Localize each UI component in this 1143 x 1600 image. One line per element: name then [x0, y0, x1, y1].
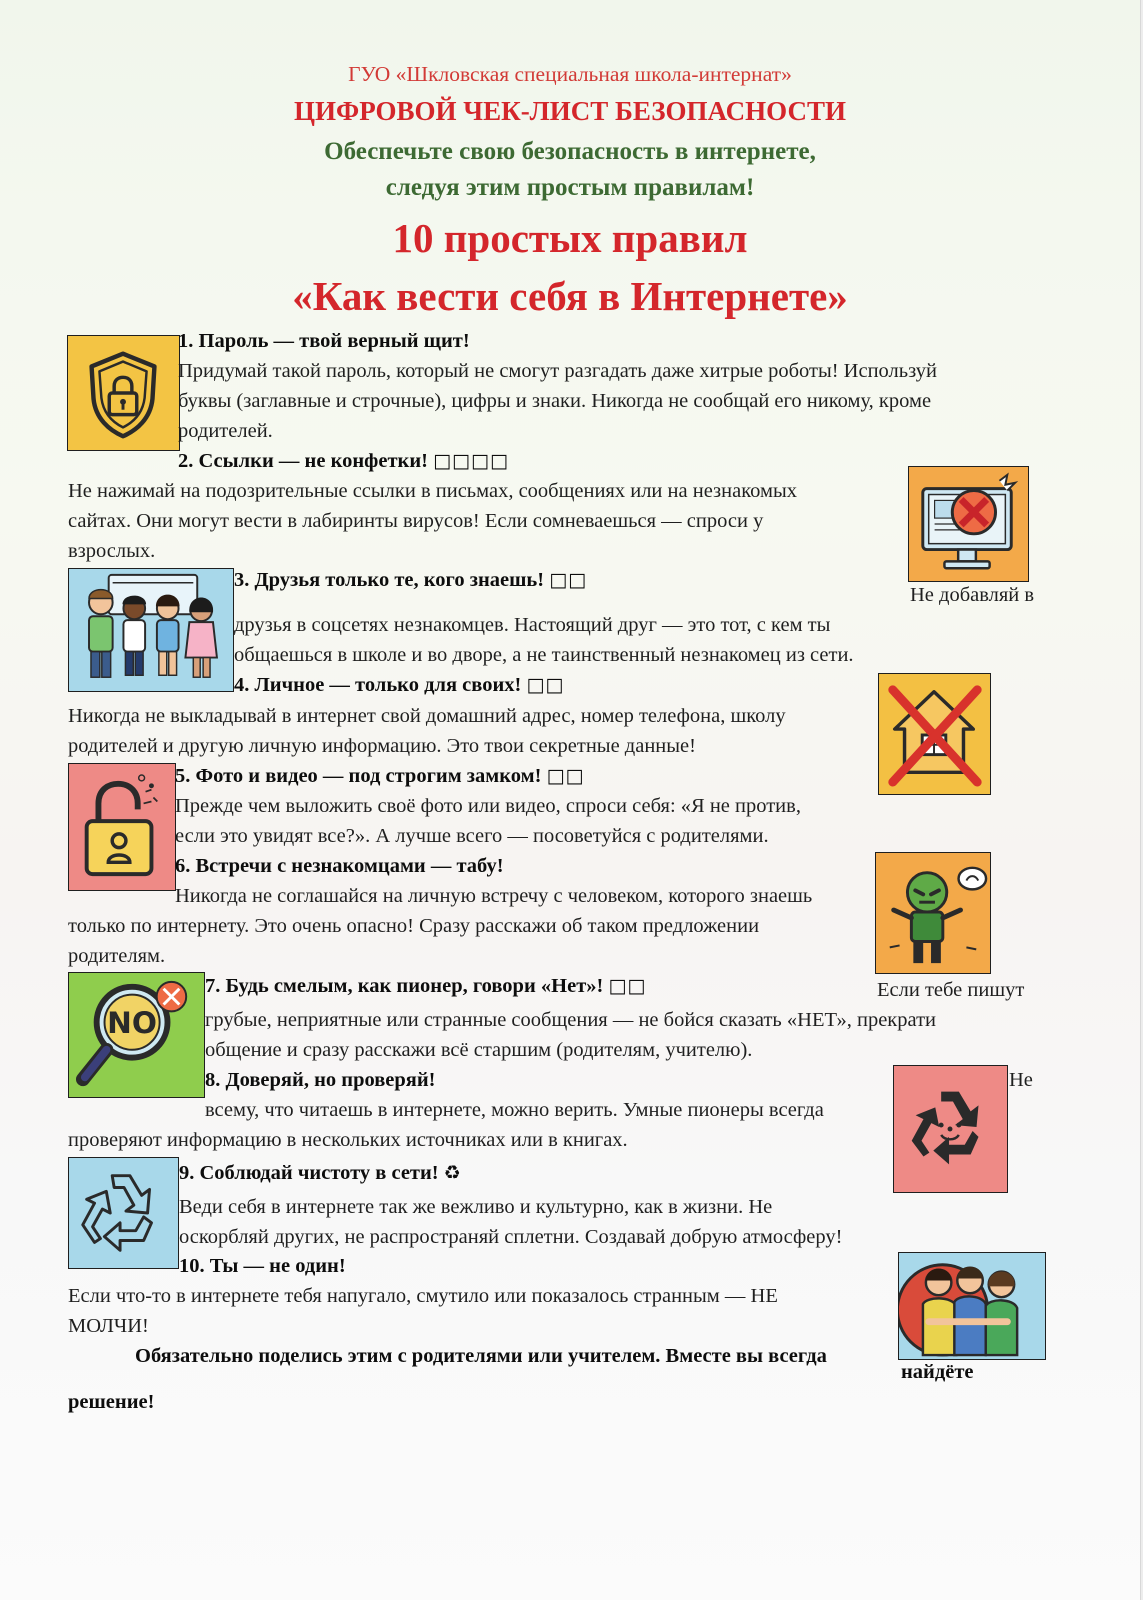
- rule-9-emoji: ♻: [443, 1162, 462, 1184]
- blocked-link-computer-icon: [908, 466, 1029, 582]
- rule-6-line-3: родителям.: [68, 945, 166, 967]
- rule-8-line-1: всему, что читаешь в интернете, можно верить. Умные пионеры всегда: [205, 1099, 824, 1121]
- rule-1-line-3: родителей.: [178, 420, 273, 442]
- no-magnifier-icon: [68, 972, 205, 1098]
- rule-7-title: 7. Будь смелым, как пионер, говори «Нет»! □□: [205, 975, 647, 997]
- stranger-icon: [875, 852, 991, 974]
- rule-7-line-2: общение и сразу расскажи всё старшим (родителям, учителю).: [205, 1039, 753, 1061]
- rule-7-side-text: Если тебе пишут: [877, 979, 1025, 1001]
- rule-10-title: 10. Ты — не один!: [179, 1255, 346, 1277]
- org-name: ГУО «Шкловская специальная школа-интернат»: [348, 62, 792, 86]
- rule-5-line-2: если это увидят все?». А лучше всего — посоветуйся с родителями.: [175, 825, 769, 847]
- rule-4-title: 4. Личное — только для своих! □□: [234, 674, 565, 696]
- hug-group-icon: [898, 1252, 1046, 1360]
- rule-2-title: 2. Ссылки — не конфетки! □□□□: [178, 450, 509, 472]
- crossed-house-icon: [878, 673, 991, 795]
- rule-2-line-2: сайтах. Они могут вести в лабиринты вирусов! Если сомневаешься — спроси у: [68, 510, 764, 532]
- rule-6-line-1: Никогда не соглашайся на личную встречу с человеком, которого знаешь: [175, 885, 813, 907]
- rule-3-side-text: Не добавляй в: [910, 584, 1035, 606]
- rule-9-line-1: Веди себя в интернете так же вежливо и культурно, как в жизни. Не: [179, 1196, 773, 1218]
- rule-8-line-2: проверяют информацию в нескольких источниках или в книгах.: [68, 1129, 628, 1151]
- rule-1-line-2: буквы (заглавные и строчные), цифры и знаки. Никогда не сообщай его никому, кроме: [178, 390, 932, 412]
- rule-3-line-2: общаешься в школе и во дворе, а не таинственный незнакомец из сети.: [234, 644, 854, 666]
- shield-lock-icon: [67, 335, 180, 451]
- headline-line-1: 10 простых правил: [392, 215, 748, 261]
- final-line-3: решение!: [68, 1391, 155, 1413]
- rule-2-emoji: □□□□: [433, 450, 509, 472]
- rule-5-emoji: □□: [546, 765, 585, 787]
- rule-7-line-1: грубые, неприятные или странные сообщения — не бойся сказать «НЕТ», прекрати: [205, 1009, 937, 1031]
- rule-3-emoji: □□: [549, 569, 588, 591]
- rule-9-title: 9. Соблюдай чистоту в сети! ♻: [179, 1162, 462, 1184]
- rule-6-title: 6. Встречи с незнакомцами — табу!: [175, 855, 504, 877]
- final-line-1: Обязательно поделись этим с родителями или учителем. Вместе вы всегда: [135, 1345, 827, 1367]
- recycle-icon: [68, 1157, 179, 1269]
- rule-3-title: 3. Друзья только те, кого знаешь! □□: [234, 569, 588, 591]
- friends-icon: [68, 568, 234, 692]
- headline-line-2: «Как вести себя в Интернете»: [292, 273, 848, 319]
- rule-2-line-3: взрослых.: [68, 540, 156, 562]
- page-title: ЦИФРОВОЙ ЧЕК-ЛИСТ БЕЗОПАСНОСТИ: [294, 96, 846, 126]
- subtitle-line-1: Обеспечьте свою безопасность в интернете,: [324, 138, 816, 165]
- rule-5-title: 5. Фото и видео — под строгим замком! □□: [175, 765, 585, 787]
- rule-1-title: 1. Пароль — твой верный щит!: [178, 330, 470, 352]
- rule-1-line-1: Придумай такой пароль, который не смогут разгадать даже хитрые роботы! Используй: [178, 360, 938, 382]
- rule-10-line-2: МОЛЧИ!: [68, 1315, 149, 1337]
- rule-4-emoji: □□: [526, 674, 565, 696]
- padlock-icon: [68, 763, 176, 891]
- final-line-2: найдёте: [901, 1361, 974, 1383]
- rule-9-line-2: оскорбляй других, не распространяй сплетни. Создавай добрую атмосферу!: [179, 1226, 843, 1248]
- svg-text:NO: NO: [107, 1006, 157, 1041]
- rule-7-emoji: □□: [608, 975, 647, 997]
- recycle-smile-icon: [893, 1065, 1008, 1193]
- rule-8-side-text: Не: [1009, 1069, 1033, 1091]
- rule-6-line-2: только по интернету. Это очень опасно! Сразу расскажи об таком предложении: [68, 915, 760, 937]
- subtitle-line-2: следуя этим простым правилам!: [385, 174, 755, 201]
- rule-10-line-1: Если что-то в интернете тебя напугало, смутило или показалось странным — НЕ: [68, 1285, 778, 1307]
- rule-5-line-1: Прежде чем выложить своё фото или видео, спроси себя: «Я не против,: [175, 795, 801, 817]
- rule-4-line-1: Никогда не выкладывай в интернет свой домашний адрес, номер телефона, школу: [68, 705, 786, 727]
- rule-4-line-2: родителей и другую личную информацию. Это твои секретные данные!: [68, 735, 696, 757]
- rule-3-line-1: друзья в соцсетях незнакомцев. Настоящий друг — это тот, с кем ты: [234, 614, 831, 636]
- rule-2-line-1: Не нажимай на подозрительные ссылки в письмах, сообщениях или на незнакомых: [68, 480, 797, 502]
- rule-8-title: 8. Доверяй, но проверяй!: [205, 1069, 436, 1091]
